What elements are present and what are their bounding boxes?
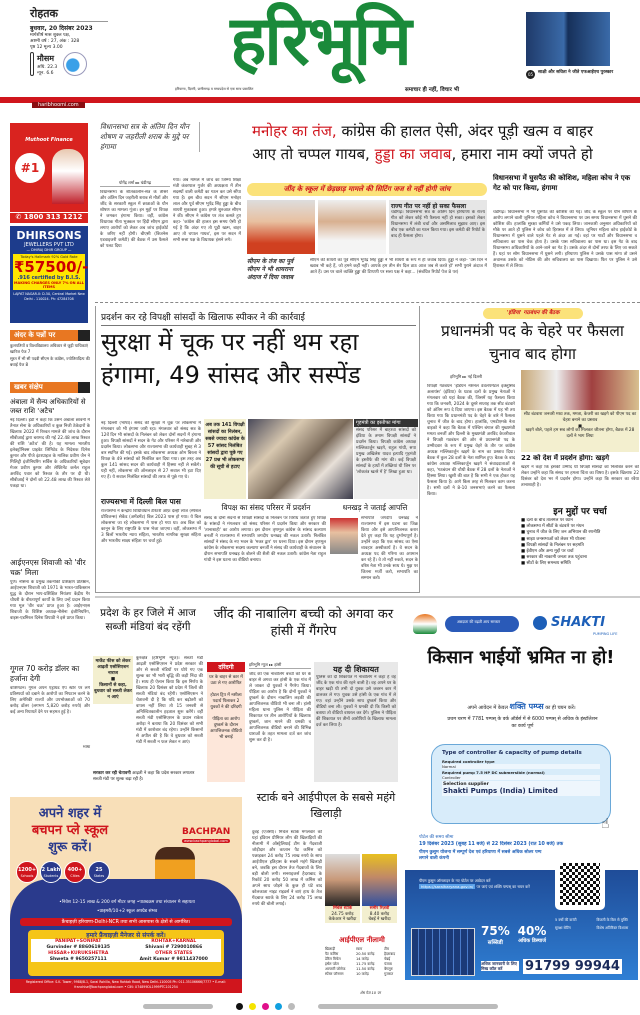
ad-text: पर जाएं एवं शक्ति पम्पस् का चयन करें [476,884,530,889]
cell: 11.75 करोड़ [355,962,375,966]
india-story [425,306,640,593]
portal-label: पोर्टल की समय सीमा [419,835,454,840]
ad-headline: किसान भाईयों भ्रमित ना हो! [427,647,615,668]
point-item: ■ चुनाव में जीत के लिए जन अभियान की रणनीति [521,530,639,536]
discharge-percent: 40% [517,924,547,938]
photo-caption: खड़गे बोले, पहले हम सब लोगों को मिलकर जीतना होगा, बैठक में 28 दलों ने भाग लिया [525,428,635,439]
bachpan-site[interactable]: www.bachpanglobal.com [184,839,228,843]
form-title: Type of controller & capacity of pump details [442,750,582,756]
bullet: ■ [110,677,116,682]
teaser-text[interactable]: साक्षी और सविता ने जीते एफआईएच पुरस्कार [538,70,614,75]
divider [95,302,640,303]
article-body: चंडीगढ़। विधानसभा में भी घुसपैठ की कोशिश की गई। जींद के स्कूल पर यौन शोषण के आरोप लगाने वाली जूनियर महिला कोच ने विधानसभा पर उस समय विधानसभा में घुसने की कोशिश की। हालांकि सुरक्षा कर्मियों ने उसे पकड़ लिया। जानकारी अनुसार अधिकारियों को मौके पर आते ही पुलिस ने कोच को हिरासत में ले लिया। जूनियर महिला कोच हाईकोर्ट के विधानसभा में घुसने वाले पहले गेट से अंदर आ गई। वहां पर गार्डों और विधानसभा व सचिवालय का पास चेक होता है। उसके पास सचिवालय का पास था। इस गेट के बाद विधानसभा अधिकारियों के आने-जाने का गेट है। उसके अंदर से दोनों तरफ के लिए जा सकते हैं। यहां पर सोम विधानसभा में घुसने लगी। हरियाणा पुलिस ने उसके पास मांगा तो उसने अचानक उसके को नोटिस की और सचिवालय का पास दिखाया। फिर पर पुलिस ने उसे हिरासत में ले लिया। [493,210,637,269]
credit: भाषा [82,744,90,749]
side-body: चंडीगढ़। विधानसभा सत्र के अंतिम दिन हरियाणा के राज्य गीत को लेकर कोई भी फैसला नहीं हो सका। इसको लेकर विधानसभा में लंबी चर्चा और असमिलाव सुझाव आए। इस बीच एक कमेटी का गठन किया गया। इस कमेटी की रिपोर्ट के बाद ही फैसला होगा। [391,210,485,239]
dhirsons-ad[interactable] [10,226,88,323]
teaser-photo [526,12,610,66]
cell: हैदराबाद [384,952,396,956]
making-charges: MAKING CHARGES ONLY 7% ON ALL ITEMS [14,281,84,289]
stat-value: 400+ [67,867,83,873]
min-temp-label: न्यून. [37,70,45,76]
portal-dates: 19 दिसंबर 2023 (सुबह 11 बजे) से 22 दिसंबर 2023 (रात 10 बजे) तक [419,842,564,847]
max-temp-label: अधि. [37,64,46,70]
article-body: आढ़ती ने कहा कि प्रदेश सरकार लगातार सब्जी मंडी पर शुल्क बढ़ा रही है। [93,771,195,782]
color-dot [275,1003,282,1010]
photo-protest [248,419,353,499]
stat-label: Cities [70,874,80,878]
contact-region: ROHTAK+KARNAL [151,939,197,944]
auction-table [325,947,401,977]
cell: 14 करोड़ [355,957,369,961]
points-list [521,518,639,593]
dhirsons-group: — DHIRAJ DHIR GROUP — [26,248,72,252]
contact-region: HISSAR+KURUKSHETRA [48,951,109,956]
side-note: मार्केट फीस को लेकर आढ़ती एसोसिएशन नाराज [95,659,131,676]
contact-phone: Amit Kumar # 9811437000 [139,956,208,962]
editions-line: हरियाणा, दिल्ली, छत्तीसगढ़ व मध्यप्रदेश से एक साथ प्रकाशित [175,87,254,91]
points-heading: इन मुद्दों पर चर्चा [553,507,607,517]
contact-item[interactable] [127,951,222,962]
brief-title: खबर संक्षेप [10,382,90,393]
ad-footer: Registered Office: S.K. Tower, 9988/8-1, Sarai Rohilla, New Rohtak Road, New Delhi-110005 Ph: 011-35106666/7777 • E-mail: franchise@bachpanglobal.com • CIN: U74899DL1999PTC101254 [10,979,242,993]
controller-form [431,744,611,824]
photo-hooda [318,200,386,254]
news-brief [10,382,90,750]
inside-item[interactable]: सूरत में भी सी पदवी सीएम के कांग्रेस, ज्योतिरादित्य की बधाई पेज 8 [10,356,90,367]
contact-phone: Shweta # 9650257111 [49,956,107,962]
stat-value: 25 [95,867,103,873]
column-header: टीम [384,947,389,951]
article-body: विधानसभा के शीतकालीन-सत्र के तीसरे और अंतिम दिन जहरीली शराब से मौतों और जींद के सरकारी स्कूल में छात्राओं के यौन शोषण का मामला गूंजा। इन मुद्दों पर विपक्ष ने जमकर हंगामा किया। वहीं, कांग्रेस विधायक गीता भुक्कल पर हिंदी सीएम द्वारा लगाए आरोपों को लेकर अब जांच हाईकोर्ट के जरिए नहीं होगी। बीएसी (बिजनेस एडवाइजरी कमेटी) की बैठक में उस फैसले को पलट दिया [100,190,168,249]
headline-text: कांग्रेस की हालत ऐसी, अंदर पूड़ी खत्म व बाहर [336,122,593,140]
inside-title: अंदर के पन्नों पर [10,330,90,341]
box-headline: गृहमंत्री का इस्तीफा मांगा [354,419,418,427]
ad-invite: फ्रैंचाइज़ी हरियाणा-Delhi-NCR तथा सभी आसपास के क्षेत्रों से आमंत्रित। [20,918,232,926]
cell: हर्षल पटेल [325,962,339,966]
player-team: केकेआर ने खरीदा [328,917,357,922]
point-item: ■ विपक्षी सांसदों के निलंबन पर सहमति [521,543,639,549]
brief-body: नई दिल्ली। ईडी ने कहा कि उसने अंबाला छावनी में तैनात सेना के अधिकारियों व कुछ निजी ठेकेदारों के खिलाफ 2022 में रिश्वत मामले की जांच के दौरान सीबीआई द्वारा बरामद की गई 22.48 लाख रिश्वत की राशि 'अटैच' की है। यह मामला भारतीय इलेक्ट्रॉनिक्स प्राइवेट लिमिटेड के निदेशक दिनेश कुमार और पीजे इंटरप्राइज के मालिक प्रवीण जैन ने मिलिट्री इंजीनियरिंग सर्विस के अधिकारियों सूबेदार मेजर प्रवीण कुमार और लेफ्टिनेंट कर्नल राहुल अरविंद पवार को रिश्वत के तौर पर दी थी। सीबीआई ने दोनों को 22.48 लाख की रिश्वत लेते पकड़ा था। [10,418,90,489]
cell: 10 करोड़ [355,972,369,976]
cell: 20.50 करोड़ [355,952,375,956]
subhead: सरकार कर रही चेतावनी [93,771,131,776]
date: बुधवार, 20 दिसंबर 2023 [30,25,93,32]
ad-highlight: शक्ति पम्प्स [509,702,544,711]
point-item: ■ ईवीएम और अन्य मुद्दों पर चर्चा [521,549,639,555]
photo-caption-headline: सीएम के तंज का पूर्व सीएम ने भी शायराना अंदाज में दिया जवाब [247,258,294,281]
point-item: ■ लोकसभा में सीटों के बंटवारे पर मंथन [521,524,639,530]
article-body: गया। अब मामले में जांच का जिम्मा शिक्षा मंत्री कंवरपाल गुर्जर की अध्यक्षता में तीन सदस्यों वाली कमेटी का गठन कर उसे सौंपा गया है। इस बीच सदन में सीएम मनोहर लाल और पूर्व सीएम भूपेंद्र सिंह हुड्डा के बीच शायरी मुकाबला हुआ। हमारे शुरुआत सीएम ने की। सीएम ने कांग्रेस पर तंज कसते हुए कहा- 'कांग्रेस की हालत इस समय ऐसी हो गई है कि अंदर गए तो पूड़ी खत्म, बाहर आए तो चप्पल गायब', इस पर सदन में सभी सत्ता पक्ष के विधायक हंसने लगे। [173,178,241,243]
muthoot-badge: #1 [15,153,45,183]
article-body: राज्यसभा ने केन्द्रीय विधिविधान टेरिटरी ऑफ़ देल्ही लॉज (स्पेशल प्रोविजन्स) सेकेंड (अमेंडमेंट) बिल 2023 पास हो गया। ये बिल लोकसभा जा रहे लोकसभा में पास हो गया था। अब बिल को कानून के लिए राष्ट्रपति के पास भेजा जाएगा। वहीं, लोकसभा में 3 बिलों भारतीय न्याय संहिता, भारतीय नागरिक सुरक्षा संहिता और भारतीय साक्ष्य संहिता पर चर्चा हुई। [101,509,201,544]
jind-banner[interactable]: जींद के स्कूल में छेड़छाड़ मामले की सिटिंग जज से नहीं होगी जांच [247,183,487,196]
cloud-icon [63,52,87,76]
contact-region: OTHER STATES [155,951,193,956]
contact-phone: Gurvinder # 8860619135 [46,944,110,950]
mandi-headline[interactable]: प्रदेश के हर जिले में आज सब्जी मंडियां बंद रहेंगी [100,607,196,633]
player-price: 24.75 करोड़ [331,911,354,917]
gold-price: ₹57500/- [14,258,88,276]
ad-line: बचपन प्ले स्कूल [31,823,109,838]
ad-line: अपने शहर में [38,806,102,821]
inside-pages [10,330,90,367]
byline: हरिभूमि ▸▸ नई दिल्ली [450,374,482,379]
govt-emblem [413,614,437,634]
table-row [325,972,401,977]
stat-label: Students [43,874,59,878]
stat-label: Schools [20,874,34,878]
player-price: 8.40 करोड़ [369,911,390,917]
bachpan-logo: BACHPAN [182,827,231,837]
right-headline[interactable]: विधानसभा में घुसपैठ की कोशिश, महिला कोच ने एक गेट को पार किया, हंगामा [493,174,631,192]
shakti-ad[interactable] [405,608,638,998]
cell: बेंगलुरु [384,967,393,971]
brief-headline[interactable]: अंबाला में सैन्य अधिकारियों से जब्त राशि 'अटैच' [10,398,86,415]
india-headline[interactable]: प्रधानमंत्री पद के चेहरे पर फैसला चुनाव बाद होगा [441,322,624,363]
muthoot-ad[interactable] [10,123,88,223]
stat-value: 2 Lakh [41,867,61,873]
inside-item[interactable]: कुलपतियों व विश्वविद्यालय अधिकार से जुड़ी याचिकाएं खारिज पेज 7 [10,343,89,354]
side-note: किसानों से कहा, बुधवार को सब्जी लेकर न आएं [94,683,132,700]
point-item: होटल ट्रिप में नशीला पदार्थ पिलाकर 2 युवकों ने की दरिंदगी [210,693,242,710]
photo-rizvi [362,854,397,906]
byline: हरिभूमि न्यूज ▸▸ हांसी [249,662,311,669]
bachpan-ad[interactable] [10,797,242,993]
brief-headline[interactable]: आईएनएस शिवाजी को 'वीर चक्र' मिला [10,558,86,577]
stat-circle [16,861,38,883]
headline-highlight: मनोहर का तंज, [252,122,337,140]
auction-table-title: आईपीएल नीलामी [339,936,385,944]
discharge-label: अधिक डिस्चार्ज [518,938,546,944]
ad-bullet: •प्राइमरी/10+2 स्कूल अपग्रेड संभव [96,909,158,914]
shakti-tagline: PUMPING LIFE [593,632,618,636]
muthoot-phone: ✆ 1800 313 1212 [10,212,88,221]
cell: गुजरात [384,972,394,976]
ad-line: शुरू करें। [48,840,92,855]
weather-label: मौसम [37,53,55,63]
ad-text: का ही चयन करें। [543,705,576,711]
certification: .916 certified by B.I.S. [17,275,81,281]
top-kicker: विधानसभा सत्र के अंतिम दिन यौन शोषण व जहरीली शराब के मुद्दे पर हंगामा [100,122,200,152]
muthoot-brand: Muthoot Finance [25,137,73,143]
tagline: समाचार ही नहीं, विचार भी [405,87,460,93]
color-dot [249,1003,256,1010]
byline: योगेंद्र शर्मा ▸▸ चंडीगढ़ [100,180,170,187]
stat-label: States [93,874,105,878]
color-dot [236,1003,243,1010]
article-body: दुबई (एजेंसी)। मिचेल स्टार्क मंगलवार को यहां इंडियन प्रीमियर लीग की खिलाड़ियों की नीलामी में ऑस्ट्रेलियाई टीम के गेंदबाजी जोड़ीदार और कप्तान पैट कमिंस को पछाड़कर 24 करोड़ 75 लाख रुपये के साथ आईपीएल इतिहास के सबसे महंगे खिलाड़ी बने, जबकि इस दौरान तेज गेंदबाजों के लिए बड़ी बोली लगी। सनराइजर्स हैदराबाद के रिकॉर्ड 20 करोड़ 50 लाख में कमिंस को अपने साथ जोड़ने के कुछ ही घंटे बाद कोलकाता नाइट राइडर्स ने बाएं हाथ के तेज गेंदबाज स्टार्क के लिए 24 करोड़ 75 लाख रुपये की बोली लगाई। [252,830,322,907]
color-dot [262,1003,269,1010]
missed-call-number[interactable]: 91799 99944 [525,959,620,974]
portal-url[interactable]: https://saralharyana.gov.in/ [421,884,474,889]
registration-bar [0,1001,640,1011]
divider [95,596,640,598]
cell: पैट कमिंस [325,952,339,956]
cell: पंजाब [384,962,392,966]
feature-bill: बिजली के बिल से मुक्ति [596,918,628,922]
continued-note: शेष पेज 10 पर [360,991,381,995]
masthead [0,0,640,106]
stat-circle [64,861,86,883]
player-team: चेन्नई ने खरीदा [368,917,391,922]
jind-tag-box [207,662,245,782]
column-header: रकम [355,947,363,951]
logo: हरिभूमि [230,2,410,81]
article-body: खड़गे ने कहा कि इसकी उम्मीद थी विपक्षी सांसदों को निलंबित करने को लेकर उन्होंने कहा कि संसद पर हमला चिंता का विषय है। इसके खिलाफ 22 दिसंबर को देश भर में प्रदर्शन होगा। उन्होंने कहा कि सरकार का रवैया तानाशाही है। [521,465,639,488]
dhirsons-name: DHIRSONS [16,229,82,242]
lead-story [95,306,420,593]
headline-text: आए तो चप्पल गायब, [252,145,375,163]
form-label: Required controller type [442,759,495,764]
contact-phone: Shivani # 7290010866 [145,944,203,950]
issue-meta: मार्गशीर्ष मास शुक्ल पक्ष, [30,33,71,38]
bullet: ■ [578,423,582,428]
ad-text: अपने आवेदन में केवल [467,705,510,711]
point-item: ■ दलों के बीच तालमेल पर ध्यान [521,518,639,524]
cell: स्पेंसर जॉनसन [325,972,344,976]
subhead[interactable]: राज्यसभा में दिल्ली बिल पास [101,497,181,506]
subsidy-label: सब्सिडी [487,940,503,946]
gold-rate-label: Today's Hallmark 92% Gold Rate [20,255,78,259]
max-temp: 22.3 [47,64,58,70]
feature-safety: सुरक्षा सेटिंग [555,925,571,930]
thermometer-icon [30,52,34,76]
photo-starc [325,854,360,906]
dhirsons-sub: JEWELLERS PVT LTD [24,242,74,248]
form-value: Shakti Pumps (India) Limited [443,787,558,795]
min-temp: 6.6 [46,70,54,76]
lead-headline[interactable]: सुरक्षा में चूक पर नहीं थम रहा हंगामा, 49 सांसद और सस्पेंड [101,328,361,389]
teaser-page-badge[interactable]: 05 [527,72,534,77]
article-body: संसद के दोनों सदनों से विपक्षी सांसदों के निलंबन पर विरोध जताते हुए विपक्ष के सांसदों ने मंगलवार को संसद परिसर में प्रदर्शन किया और सरकार की 'तानाशाही' का आरोप लगाया। इस दौरान तृणमूल कांग्रेस के सांसद कल्याण बनर्जी ने राज्यसभा में सभापति जगदीप धनखड़ की नकल उतारी। निलंबित सांसदों ने संसद के नए भवन के 'मकर द्वार' पर धरना दिया। इस दौरान तृणमूल कांग्रेस के लोकसभा सदस्य कल्याण बनर्जी ने संसद की कार्यवाही के संचालन के दौरान सभापति धनखड़ के बोलने की शैली की नकल उतारी। कांग्रेस नेता राहुल गांधी ने इस घटना का वीडियो बनाया। [204,516,326,563]
call-label: अधिक जानकारी के लिए मिस्ड कॉल करें [481,961,519,971]
column-header: खिलाड़ी [325,947,336,951]
contact-region: PANIPAT+SONIPAT [55,939,102,944]
point-item: ■ सीटों के लिए समन्वय समिति [521,561,639,567]
stat-circle [88,861,110,883]
contact-item[interactable] [127,939,222,950]
story-tag: 'इंडिया' गठबंधन की बैठक [483,308,583,319]
article-body: कुरुक्षेत्र (हरिभूमि न्यूज)। सब्जी मंडी आढ़ती एसोसिएशन ने प्रदेश सरकार की ओर से सब्जी मंडियों पर थोपे गए एक शुल्क का भी भारी बृद्धि की कड़ी निंदा की है। साथ ही ऐलान किया कि इस निर्णय के खिलाफ 20 दिसंबर को प्रदेश में जिलों की सब्जी मंडियां बंद रहेंगी। एसोसिएशन ने चेतावनी दी है कि यदि कर बढ़ोतरी को वापस नहीं लिया तो 15 जनवरी से अनिश्चितकालीन हड़ताल शुरू करेंगे। वहीं सब्जी मंडी एसोसिएशन के प्रधान राकेश अरोड़ा ने बताया कि 20 दिसंबर को सभी मंडी में कारोबार बंद रहेगा। उन्होंने किसानों से अपील की है कि वे बुधवार को सब्जी मंडी में सब्जी न फल लेकर न आएं। [136,656,203,745]
point-item: ■ साझा जनसभाओं को लेकर भी योजना [521,537,639,543]
color-dot [288,1003,295,1010]
ad-text: पीएम कुसुम ऑनलाइन के नए पोर्टल पर आवेदन करें [419,878,491,883]
photo-dhankhar [330,518,358,554]
article-body: नई दिल्ली (भाषा)। संसद की सुरक्षा में चूक पर लोकसभा में मंगलवार को भी हंगामा जारी रहा। मंगलवार को संसद सत्र के 12वें दिन भी सांसदों के निलंबन को लेकर दोनों सदनों में हंगामा हुआ। विपक्षी सांसदों ने सदन के गेट और परिसर में नारेबाजी और प्रदर्शन किया। लोकसभा और राज्यसभा की कार्यवाही सुबह से 3 बार स्थगित की गई। इसके बाद लोकसभा अध्यक्ष ओम बिरला ने विपक्ष के 49 सांसदों को निलंबित कर दिया गया। इस तरह अब कुल 141 सांसद सदन की कार्यवाही में हिस्सा नहीं ले सकेंगे। यही नहीं, लोकसभा की ऑनलाइन से 27 सवाल भी हटा दिए गए हैं। ये सवाल निलंबित सांसदों की तरफ से पूछे गए थे। [101,421,201,480]
box-body: संसद परिसर में बाहरवा सांसदों को इंडिया के तमाम विपक्षी सांसदों ने प्रदर्शन किया। विपक्षी कांग्रेस अध्यक्ष मल्लिकार्जुन खड़गे, राहुल गांधी, सपा प्रमुख अखिलेश यादव इत्यादि गृहमंत्री के इस्तीफे की मांग की। कई विपक्षी सांसदों के हाथों में तख्तियां थी जिन पर 'लोकतंत्र खतरे में है' लिखा हुआ था। [356,428,416,475]
subsidy-percent: 75% [481,924,510,938]
ad-text: प्रथम चरण में 7781 पम्पस् के वर्क ऑर्डर्स में से 6000 पम्पस् से अधिक के इंस्टॉलेशन का कार्य पूर्ण [447,717,598,729]
article-body: जींद की एक नाबालिग बच्ची को घर के बाहर से अगवा कर हांसी के एक गांव में ले जाकर दो युवकों ने गैंगरेप किया। पीड़िता का आरोप है कि दोनों युवकों ने दुष्कर्म के दौरान नाबालिग लड़की की आपत्तिजनक वीडियो भी बना ली। हांसी महिला थाना पुलिस ने पीड़िता की शिकायत पर तीन आरोपियों के खिलाफ दुष्कर्म, जान मारने की धमकी व आपत्तिजनक वीडियो बनाने की विभिन्न धाराओं के तहत मामला दर्ज कर जांच शुरू कर दी है। [249,672,311,743]
red-rule [0,97,640,103]
box-body: पुलिस को दी शिकायत में नाबालिग ने कहा है वह जींद के एक गांव की रहने वाली है। वह अपने घर के बाहर खड़ी थी तभी दो युवक उसे जबरन कार में डालकर ले गए। युवक उसे हांसी के एक गांव में ले गए। वहां उन्होंने उसके साथ दुष्कर्म किया और वीडियो बना ली। युवकों ने धमकी दी कि किसी को बताया तो वीडियो वायरल कर देंगे। पुलिस ने पीड़िता की शिकायत पर तीनों आरोपियों के खिलाफ मामला दर्ज कर लिया है। [316,675,396,728]
brief-body: वाशिंगटन। गूगल अपने एंड्रायड ऐप स्टोर पर लगे प्रतिस्पर्धा को दबाने के आरोपों का निपटान करने के लिए अमेरिकी राज्यों और उपभोक्ताओं को 70 करोड़ डॉलर (लगभग 5,820 करोड़ रुपये) और कई अन्य रियायतें देने पर सहमत हुई है। [10,686,90,715]
shakti-logo-icon [533,616,547,630]
contact-item[interactable] [31,951,126,962]
brief-body: पुणे। नौसेना के प्रमुख तकनीकी प्रशिक्षण प्रतिष्ठान, आईएनएस शिवाजी को 1971 के भारत-पाकिस्तान युद्ध के दौरान भाप-प्रशिक्षित नियंत्रण केंद्रीय गैर चौधरी के वीरतापूर्ण कार्यों के लिए उन्हें प्रदान किया गया मूल 'वीर चक्र' प्राप्त हुआ है। आईएनएस शिवाजी के विशिष्ट अध्यक्ष-नौसेना इंजीनियरिंग, वाइस-एडमिरल दिनेश त्रिपाठी ने इसे प्राप्त किया। [10,580,90,621]
contact-item[interactable] [31,939,126,950]
dhirsons-address: LAJPAT NAGAR-II: D-50, Central Market New Delhi - 110024. Ph: 47284708 [13,292,85,301]
stat-box: अब तक 141 विपक्षी सांसदों का निलंबन, सबसे ज्यादा कांग्रेस के 57 सांसद निलंबित सांसदों द्वारा पूछे गए 27 प्रश्न भी लोकसभा की सूची से हटाए [204,419,246,499]
ad-bullet: •निवेश 12-15 लाख & 200 वर्ग मीटर जगह •पाठ्यक्रम तथा संचालन मे सहायता [59,900,195,905]
stat-value: 1200+ [17,867,37,873]
qr-pattern [560,863,600,905]
headline-highlight: हुड्डा का जवाब [374,145,452,163]
solar-panel-image [411,928,475,976]
website-link[interactable]: haribhoomi.com [32,102,85,108]
photo-caption: सीट बंटवारा जनवरी मध्य तक, ममता, केजरी का खड़गे को पीएम पद का चेहरा बनाने का प्रस्ताव [523,412,637,423]
jind-headline[interactable]: जींद की नाबालिग बच्ची को अगवा कर हांसी में गैंगरेप [213,607,394,639]
form-value: Controller [442,775,600,780]
top-story [95,118,640,301]
cell: चेन्नई [384,957,391,961]
form-value: Normal [442,764,600,769]
subhead[interactable]: धनखड़ ने जताई आपत्ति [342,503,408,512]
ad-model-photo [52,149,84,204]
subhead[interactable]: 22 को देश में प्रदर्शन होगा: खड़गे [521,454,610,462]
contact-title: हमारे फ्रैंचाइज़ी मैनेजर से संपर्क करें। [86,932,166,939]
cell: अल्जारी जोसेफ [325,967,346,971]
cell: 11.50 करोड़ [355,967,375,971]
side-headline[interactable]: राज्य गीत पर नहीं हो सका फैसला [391,203,466,210]
form-label: Required pump 7.5 HP DC submersible (normal) [442,770,545,775]
article-body: विपक्षी गठबंधन 'इंडियन नेशनल डेवलपमेंटल इंक्लूसिव अलायंस' (इंडिया) के घटक दलों के प्रमुख नेताओं ने मंगलवार को यहां बैठक की, जिसमें यह फैसला किया गया कि जनवरी, 2024 के दूसरे सप्ताह तक सीट बंटवारे को अंतिम रूप दे दिया जाएगा। इस बैठक में यह भी तय किया गया कि प्रधानमंत्री पद के चेहरे के बारे में फैसला चुनाव में जीत के बाद होगा। हालांकि, एमडीएमके नेता वाइको ने कहा कि बैठक में पश्चिम बंगाल की मुख्यमंत्री ममता बनर्जी और दिल्ली के मुख्यमंत्री अरविंद केजरीवाल ने विपक्षी गठबंधन की ओर से प्रधानमंत्री पद के उम्मीदवार के रूप में प्रमुख चेहरे के तौर पर कांग्रेस अध्यक्ष मल्लिकार्जुन खड़गे के नाम का प्रस्ताव दिया। बैठक में कुल 28 दलों के नेता शामिल हुए। बैठक के बाद कांग्रेस अध्यक्ष मल्लिकार्जुन खड़गे ने संवाददाताओं से कहा, 'गठबंधन की चौथी बैठक में 28 दलों के नेताओं ने हिस्सा लिया। खुशी की बात है कि सभी ने एक होकर यह फैसला किया है। आगे किस तरह से मिलकर काम करना है। सभी दलों ने 8-10 जनसभाएं करने का फैसला किया। [427,384,515,497]
box-headline: यह दी शिकायत [333,665,379,674]
article-body: सभापति जगदीप धनखड़ ने राज्यसभा में इस घटना का जिक्र किया और इसे आपत्तिजनक करार देते हुए कहा कि यह दुर्भाग्यपूर्ण है। उन्होंने कहा कि एक सांसद का ऐसा व्यवहार अस्वीकार्य है। वे सदन के अध्यक्ष पद की गरिमा का अपमान कर रहे हैं। वे तो नहीं रुकते, सदन के वरिष्ठ नेता भी उनके साथ थे। मुझ पर जितना मर्जी करो, सभापति का सम्मान करो। [361,516,418,581]
issue-meta: पृष्ठ 12 मूल्य 3.00 [30,45,63,50]
city: रोहतक [30,6,108,22]
brief-headline[interactable]: गूगल 70 करोड़ डॉलर का हर्जाना देगी [10,664,80,683]
stat-circle [40,861,62,883]
scheme-badge: अन्नदाता की बढ़ती आय सरकार [445,616,519,632]
form-label: Selection supplier [443,782,489,787]
feature-trust: विशेष अतिरिक्त विश्वास [596,925,629,930]
player-name: मिचेल स्टार्क [332,906,353,911]
player-name: समीर रिज़वी [369,906,390,911]
point-item: घर के बाहर से कार में उठा ले गए आरोपित [209,675,243,686]
issue-meta: अष्टमी वर्ष : 27, अंक : 328 [30,39,80,44]
pointer-hand-icon: ☝ [601,816,610,832]
photo-manohar [247,200,315,254]
mandi-story [93,606,203,788]
ad-claim: पीएम कुसुम योजना में सम्पूर्ण देश एवं हरियाणा में सबसे अधिक सोलर पम्प लगाने वाली कंपनी [419,850,542,861]
lead-kicker: प्रदर्शन कर रहे विपक्षी सांसदों के खिलाफ स्पीकर ने की कार्रवाई [101,310,416,326]
point-item: पीड़िता का आरोप दुष्कर्म के दौरान आपत्तिजनक वीडियो भी बनाई [210,717,242,740]
top-headline[interactable] [205,120,640,166]
point-item: ■ सरकार की नाकामी जनता तक पहुंचाना [521,555,639,561]
ipl-headline[interactable]: स्टार्क बने आईपीएल के सबसे महंगे खिलाड़ी [256,791,396,820]
photo-meeting [521,370,639,410]
feature-warranty: 5 वर्षों की वारंटी [555,918,577,922]
shakti-logo: SHAKTI [551,615,606,630]
qr-code[interactable] [555,858,605,910]
subhead[interactable]: विपक्ष का संसद परिसर में प्रदर्शन [221,503,311,512]
caption-body: सीएम की शायरी का पूर्व सीएम भूपेंद्र सिंह हुड्डा ने भी शायरी के रूप में ही जवाब दिया। हुड्डा ने कहा- 'उस दिन ने ख्वाब भी कहे हैं, जो हमने कहीं नहीं। आपके हम तीन शेर दिल ठाठ आज जब से करते हो' सभी पुराने अंदाज में आते हैं। उस पर वाले व्यक्ति हुड्डा की टिप्पणी पर सत्ता पक्ष ने कहा... (संबंधित रिपोर्ट पेज 8 पर) [310,258,487,275]
headline-text: , हमारा नाम क्यों जपते हो [451,145,593,163]
cell: डेरिल मिचेल [325,957,341,961]
story-tag: दरिंदगी [207,662,245,672]
